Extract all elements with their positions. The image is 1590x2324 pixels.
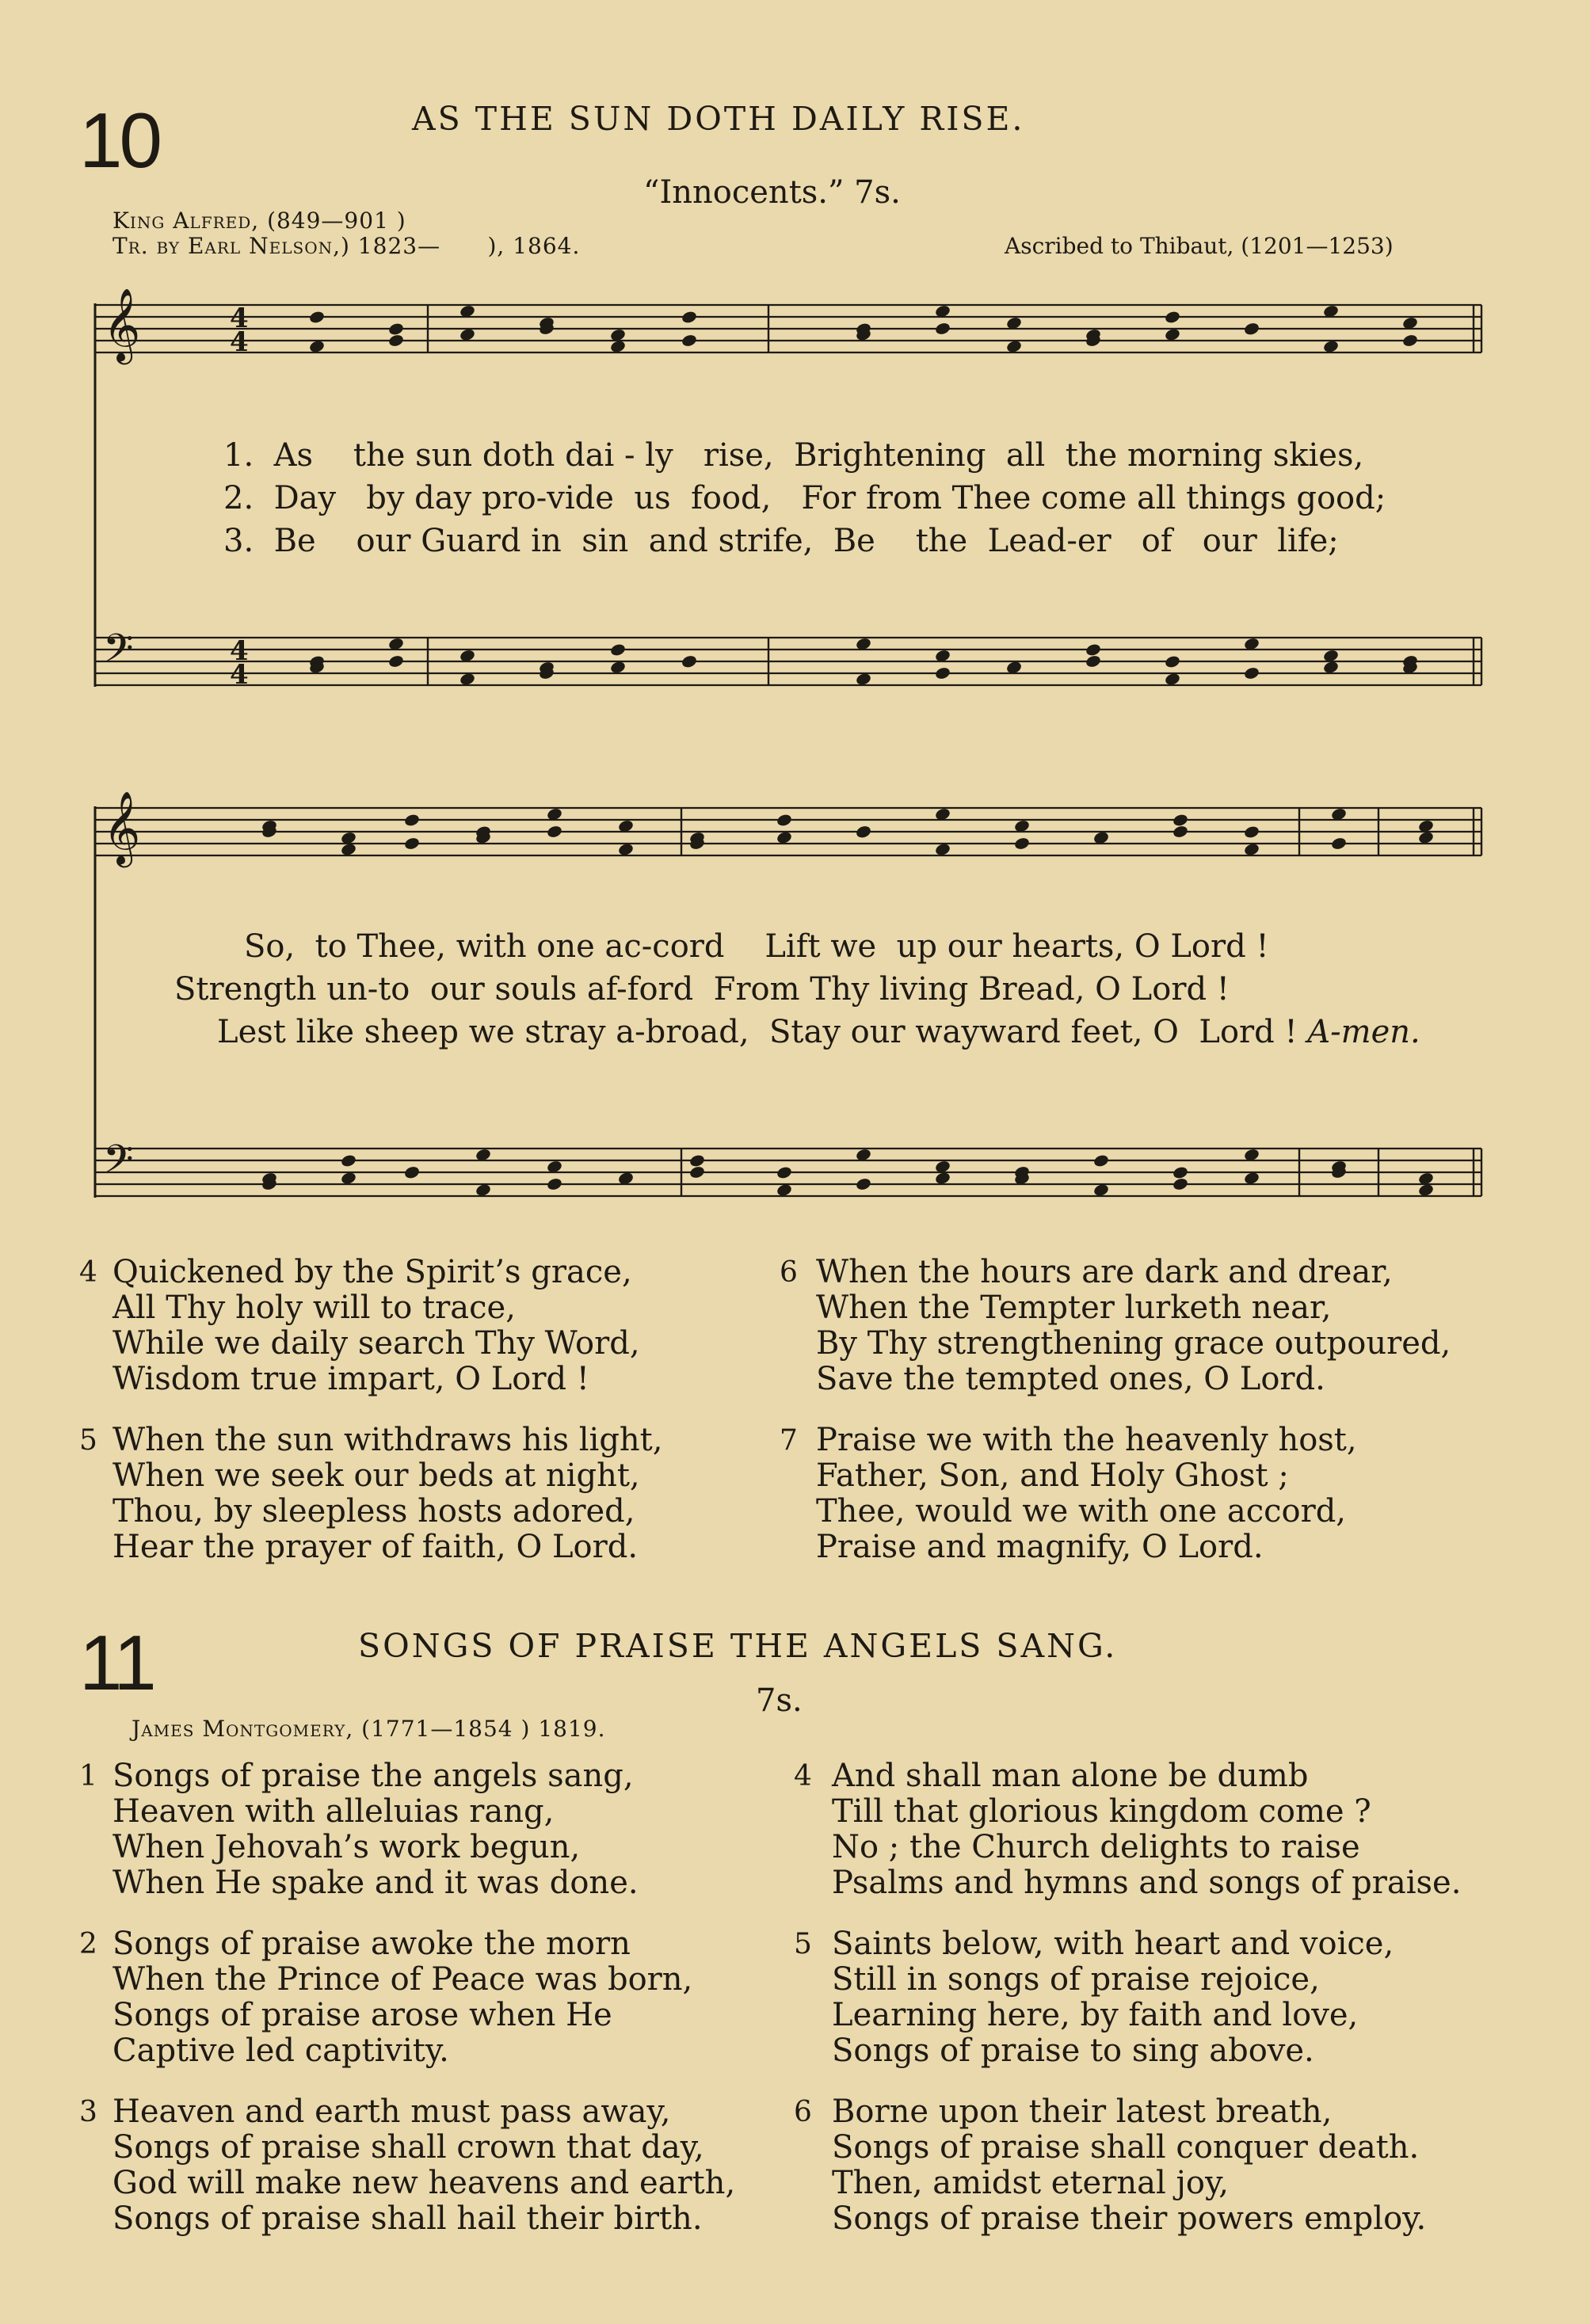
stanza-line: Songs of praise awoke the morn <box>112 1926 631 1962</box>
stanza-line: Captive led captivity. <box>112 2033 449 2069</box>
note-head <box>681 310 697 324</box>
note-head <box>1085 654 1101 669</box>
translator-credit: Tr. by Earl Nelson,) 1823— ), 1864. <box>112 233 581 259</box>
note-head <box>688 1165 705 1179</box>
note-head <box>609 642 626 657</box>
lyric-line: So, to Thee, with one ac-cord Lift we up our hearts, O Lord ! <box>244 928 1269 965</box>
note-head <box>855 825 871 839</box>
stanza-line: Still in songs of praise rejoice, <box>832 1961 1320 1998</box>
stanza-line: When He spake and it was done. <box>112 1865 639 1901</box>
stanza-line: Borne upon their latest breath, <box>832 2094 1333 2130</box>
stanza-line: Save the tempted ones, O Lord. <box>816 1361 1325 1397</box>
treble-clef: 𝄞 <box>103 791 141 864</box>
time-signature: 4 <box>230 303 249 334</box>
lyric-line: Strength un-to our souls af-ford From Thy living Bread, O Lord ! <box>174 971 1230 1008</box>
stanza-line: Learning here, by faith and love, <box>832 1997 1359 2033</box>
lyric-line <box>174 1011 1420 1053</box>
note-head <box>1085 642 1101 657</box>
amen: A-men. <box>1307 1014 1420 1050</box>
stanza-line: Saints below, with heart and voice, <box>832 1926 1394 1962</box>
stanza-line: When the hours are dark and drear, <box>816 1254 1393 1290</box>
stanza-line: When the sun withdraws his light, <box>112 1422 663 1458</box>
note-head <box>1172 1165 1188 1179</box>
stanza-line: Songs of praise their powers employ. <box>832 2200 1427 2237</box>
time-signature: 4 <box>230 659 249 691</box>
note-head <box>387 654 404 669</box>
stanza-line: No ; the Church delights to raise <box>832 1829 1360 1865</box>
hymn-number: 10 <box>79 97 160 184</box>
stanza-line: Songs of praise shall hail their birth. <box>112 2200 703 2237</box>
note-head <box>387 333 404 348</box>
note-head <box>1243 666 1260 680</box>
stanza-number: 3 <box>79 2096 97 2128</box>
system2-lyrics <box>174 925 1420 1053</box>
stanza-number: 5 <box>794 1928 812 1960</box>
stanza-line: God will make new heavens and earth, <box>112 2165 736 2201</box>
bass-clef: 𝄢 <box>103 1137 134 1192</box>
note-head <box>681 333 697 348</box>
stanza-line: When we seek our beds at night, <box>112 1457 640 1494</box>
stanza-number: 2 <box>79 1928 97 1960</box>
time-signature: 4 <box>230 635 249 667</box>
note-head <box>340 1153 357 1168</box>
stanza-line: Songs of praise shall crown that day, <box>112 2129 704 2166</box>
stanza-line: Then, amidst eternal joy, <box>832 2165 1229 2201</box>
stanza-line: Wisdom true impart, O Lord ! <box>112 1361 589 1397</box>
stanza-line: Heaven and earth must pass away, <box>112 2094 671 2130</box>
hymn-title: AS THE SUN DOTH DAILY RISE. <box>412 100 1025 138</box>
stanza-line: Thou, by sleepless hosts adored, <box>112 1493 635 1530</box>
note-head <box>934 322 951 336</box>
lyric-line-text: Lest like sheep we stray a-broad, Stay our wayward feet, O Lord ! <box>217 1014 1298 1050</box>
stanza-number: 1 <box>79 1760 97 1793</box>
note-head <box>1164 654 1180 669</box>
tune-name: “Innocents.” 7s. <box>643 174 901 211</box>
lyric-line: 1. As the sun doth dai - ly rise, Brightening all the morning skies, <box>223 437 1364 474</box>
hymn-title: SONGS OF PRAISE THE ANGELS SANG. <box>358 1627 1118 1665</box>
note-head <box>1243 825 1260 839</box>
note-head <box>1172 813 1188 827</box>
note-head <box>934 666 951 680</box>
stanza-number: 5 <box>79 1424 97 1457</box>
note-head <box>1164 310 1180 324</box>
stanza-line: Heaven with alleluias rang, <box>112 1793 555 1830</box>
stanza-number: 6 <box>780 1256 798 1289</box>
note-head <box>1013 836 1030 851</box>
system1-lyrics <box>223 434 1386 562</box>
time-signature: 4 <box>230 326 249 358</box>
note-head <box>387 322 404 336</box>
treble-clef: 𝄞 <box>103 288 141 361</box>
lyric-line: 2. Day by day pro-vide us food, For from Thee come all things good; <box>223 480 1386 516</box>
stanza-line: When Jehovah’s work begun, <box>112 1829 581 1865</box>
stanza-line: Father, Son, and Holy Ghost ; <box>816 1457 1289 1494</box>
stanza-number: 4 <box>794 1760 812 1793</box>
note-head <box>855 1177 871 1191</box>
author-credit: King Alfred, (849—901 ) <box>112 208 406 234</box>
note-head <box>403 836 420 851</box>
note-head <box>546 1177 562 1191</box>
lyric-line: 3. Be our Guard in sin and strife, Be the Lead-er of our life; <box>223 523 1339 559</box>
note-head <box>1401 333 1418 348</box>
note-head <box>1092 1153 1109 1168</box>
author-credit: James Montgomery, (1771—1854 ) 1819. <box>132 1716 606 1742</box>
stanza-line: Songs of praise shall conquer death. <box>832 2129 1420 2166</box>
stanza-line: Hear the prayer of faith, O Lord. <box>112 1529 639 1565</box>
stanza-line: Songs of praise to sing above. <box>832 2033 1314 2069</box>
note-head <box>403 1165 420 1179</box>
stanza-line: Till that glorious kingdom come ? <box>832 1793 1371 1830</box>
stanza-number: 6 <box>794 2096 812 2128</box>
note-head <box>688 1153 705 1168</box>
stanza-line: Praise we with the heavenly host, <box>816 1422 1357 1458</box>
meter: 7s. <box>756 1682 803 1719</box>
stanza-line: Songs of praise arose when He <box>112 1997 612 2033</box>
note-head <box>308 310 325 324</box>
stanza-line: And shall man alone be dumb <box>832 1758 1309 1794</box>
note-head <box>776 813 792 827</box>
stanza-line: Quickened by the Spirit’s grace, <box>112 1254 632 1290</box>
note-head <box>403 813 420 827</box>
stanza-line: All Thy holy will to trace, <box>112 1290 516 1326</box>
note-head <box>776 1165 792 1179</box>
hymn-number: 11 <box>79 1619 154 1706</box>
stanza-line: When the Tempter lurketh near, <box>816 1290 1332 1326</box>
composer-credit: Ascribed to Thibaut, (1201—1253) <box>1005 233 1394 259</box>
note-head <box>1172 825 1188 839</box>
stanza-line: When the Prince of Peace was born, <box>112 1961 693 1998</box>
note-head <box>546 825 562 839</box>
bass-clef: 𝄢 <box>103 626 134 681</box>
stanza-line: Psalms and hymns and songs of praise. <box>832 1865 1462 1901</box>
stanza-line: Songs of praise the angels sang, <box>112 1758 634 1794</box>
stanza-line: While we daily search Thy Word, <box>112 1325 640 1362</box>
note-head <box>1243 322 1260 336</box>
stanza-number: 7 <box>780 1424 798 1457</box>
stanza-line: Praise and magnify, O Lord. <box>816 1529 1264 1565</box>
note-head <box>1330 836 1347 851</box>
note-head <box>1172 1177 1188 1191</box>
note-head <box>681 654 697 669</box>
stanza-number: 4 <box>79 1256 97 1289</box>
stanza-line: By Thy strengthening grace outpoured, <box>816 1325 1451 1362</box>
stanza-line: Thee, would we with one accord, <box>816 1493 1347 1530</box>
